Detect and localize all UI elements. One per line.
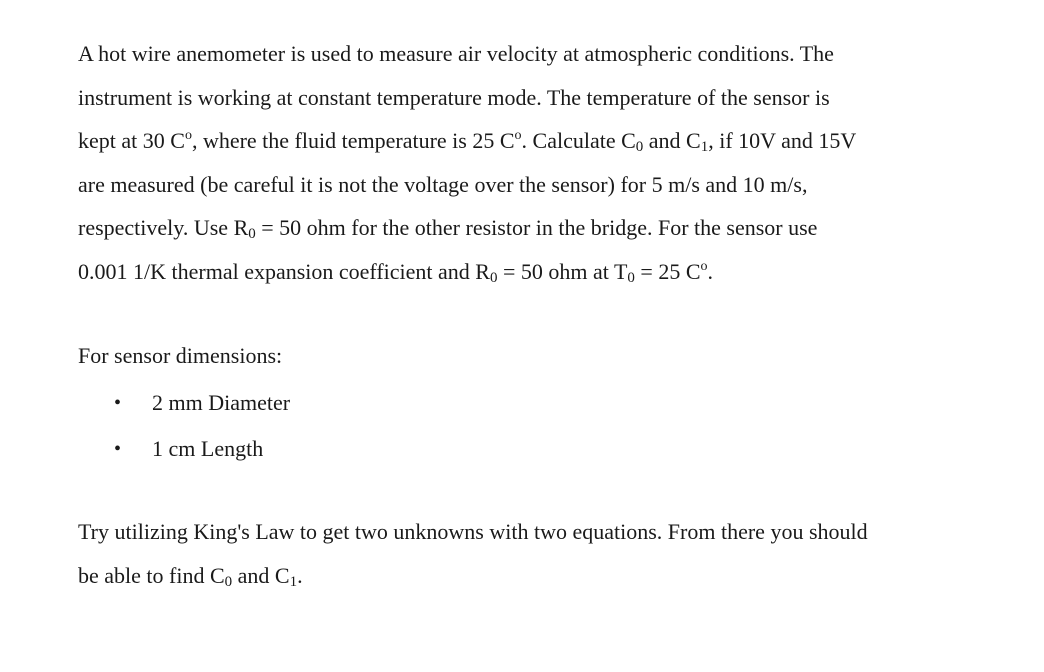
list-item-length: [114, 426, 290, 472]
hint-paragraph: [78, 510, 1038, 597]
text-line: instrument is working at constant temperature mode. The temperature of the sensor is: [78, 84, 830, 110]
sensor-dimensions-heading: For sensor dimensions:: [78, 343, 283, 368]
text-line: Try utilizing King's Law to get two unknowns with two equations. From there you should: [78, 519, 868, 544]
text-line: 0.001 1/K thermal expansion coefficient and $R_0 = 50$ ohm at $T_0 = 25$ $C^o$.: [78, 258, 714, 286]
list-item-text: 2 mm Diameter: [152, 390, 291, 415]
text-line: kept at 30 $C^o$, where the fluid temperature is 25 $C^o$. Calculate $C_0$ and $C_1$, if 10V and 15V: [78, 128, 857, 155]
bullet-icon: •: [114, 438, 122, 460]
text-line: be able to find $C_0$ and $C_1$.: [78, 562, 303, 590]
text-line: are measured (be careful it is not the voltage over the sensor) for 5 m/s and 10 m/s,: [78, 171, 808, 197]
sensor-dimensions-list: [114, 380, 290, 472]
list-item-diameter: [114, 380, 290, 426]
text-line: respectively. Use $R_0 = 50$ ohm for the other resistor in the bridge. For the sensor use: [78, 215, 818, 242]
list-item-text: 1 cm Length: [152, 436, 264, 461]
text-line: A hot wire anemometer is used to measure air velocity at atmospheric conditions. The: [78, 41, 834, 66]
bullet-icon: •: [114, 392, 122, 414]
problem-statement-paragraph: [78, 32, 1038, 293]
